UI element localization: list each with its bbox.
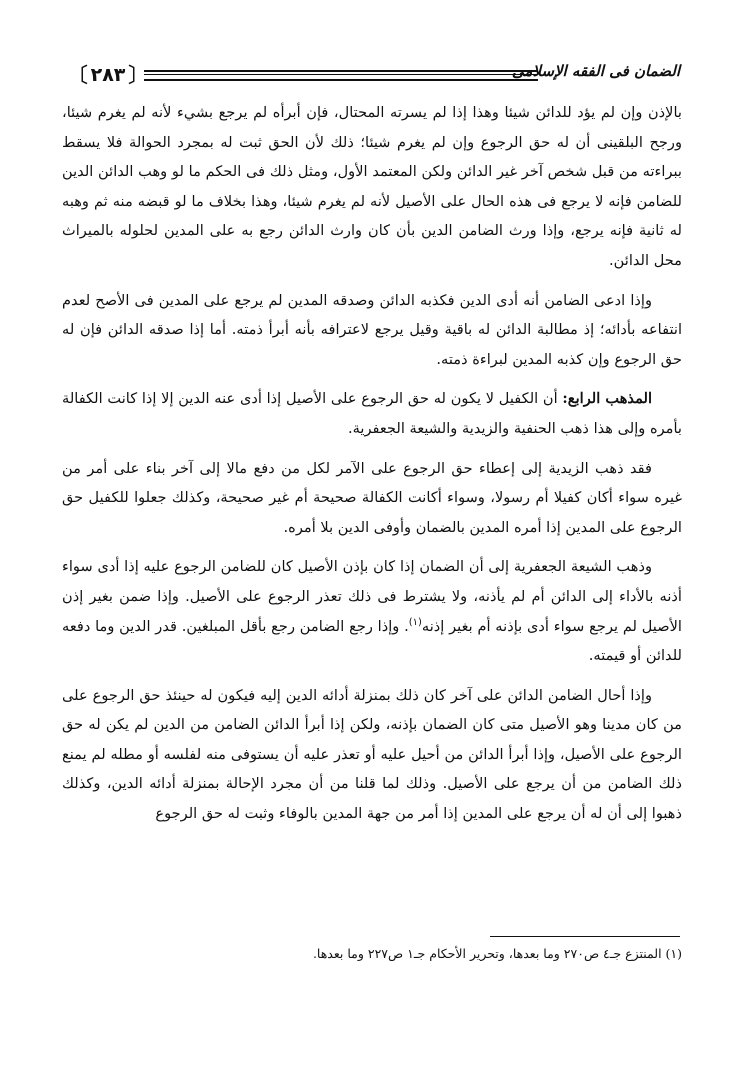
- page-number-box: [67, 63, 149, 87]
- page-number-bracket-left: 〔: [67, 63, 88, 87]
- header-rule: [144, 70, 538, 81]
- jafari-text-after: . وإذا رجع الضامن رجع بأقل المبلغين. قدر الدين وما دفعه للدائن أو قيمته.: [62, 617, 682, 665]
- page-number: ٢٨٣: [90, 64, 126, 86]
- paragraph-hawala: وإذا أحال الضامن الدائن على آخر كان ذلك بمنزلة أدائه الدين إليه فيكون له حينئذ حق الرجوع على من كان مدينا وهو الأصيل متى كان الضمان بإذنه، ولكن إذا أبرأ الدائن الضامن من الدين لم يكن له حق الرجوع على الأصيل، وإذا أبرأ الدائن من أحيل عليه أو تعذر عليه أن يستوفى منه لفلسه أو مطله لم يمنع ذلك الضامن من أن يرجع على الأصيل. وذلك لما قلنا من أن مجرد الإحالة بمنزلة أدائه الدين، وكذلك ذهبوا إلى أن له أن يرجع على المدين إذا أمر من جهة المدين بالوفاء وثبت له حق الرجوع: [62, 686, 682, 823]
- page-number-bracket-right: 〕: [128, 63, 149, 87]
- page-header: [60, 60, 680, 96]
- paragraph-madhhab: [62, 384, 682, 443]
- madhhab-label: المذهب الرابع:: [562, 390, 653, 408]
- madhhab-text: أن الكفيل لا يكون له حق الرجوع على الأصيل إذا أدى عنه الدين إلا إذا كانت الكفالة بأمره وإلى هذا ذهب الحنفية والزيدية والشيعة الجعفرية.: [62, 390, 682, 437]
- footnote-rule: [490, 936, 680, 937]
- body-text: [62, 98, 682, 839]
- paragraph-2: وإذا ادعى الضامن أنه أدى الدين فكذبه الدائن وصدقه المدين لم يرجع على المدين فى الأصح لعدم انتفاعه بأدائه؛ إذ مطالبة الدائن له باقية وقيل يرجع لاعترافه بأنه أبرأ ذمته. أما إذا صدقه الدائن فإن له حق الرجوع وإن كذبه المدين لبراءة ذمته.: [62, 291, 682, 368]
- footnote: (١) المنتزع جـ٤ ص٢٧٠ وما بعدها، وتحرير الأحكام جـ١ ص٢٢٧ وما بعدها.: [312, 946, 682, 961]
- jafari-text-before: وذهب الشيعة الجعفرية إلى أن الضمان إذا كان بإذن الأصيل كان للضامن الرجوع عليه إذا أدى سواء أذنه بالأداء إلى الدائن أم لم يأذنه، ولا يشترط فى ذلك تعذر الرجوع على الأصيل. وإذا ضمن بغير إذن الأصيل لم يرجع سواء أدى بإذنه أم بغير إذنه: [62, 558, 682, 635]
- footnote-reference[interactable]: (١): [408, 616, 422, 628]
- paragraph-zaydiyya: فقد ذهب الزيدية إلى إعطاء حق الرجوع على الآمر لكل من دفع مالا إلى آخر بناء على أمر من غيره سواء أكان كفيلا أم رسولا، وسواء أكانت الكفالة صحيحة أم غير صحيحة، وكذلك جعلوا للكفيل حق الرجوع على المدين إذا أمره المدين بالضمان وأوفى الدين بلا أمره.: [62, 459, 682, 536]
- paragraph-jafari: [62, 552, 682, 670]
- paragraph-1: بالإذن وإن لم يؤد للدائن شيئا وهذا إذا لم يسرته المحتال، فإن أبرأه لم يرجع بشيء لأنه لم يغرم شيئا، ورجح البلقينى أن له حق الرجوع وإن لم يغرم شيئا؛ ذلك لأن الحق ثبت له بمجرد الحوالة فلا يسقط ببراءته من قبل شخص آخر غير الدائن ولكن المعتمد الأول، ومثل ذلك فى الحكم ما لو وهب الدائن الدين للضامن فإنه لا يرجع فى هذه الحال على الأصيل لأنه لم يغرم شيئا، وهذا بخلاف ما لو قبضه منه ثم وهبه له ثانية فإنه يرجع، وإذا ورث الضامن الدين بأن كان وارث الدائن رجع به على المدين لحلوله بالميراث محل الدائن.: [62, 104, 682, 269]
- running-title: الضمان فى الفقه الإسلامى: [511, 62, 680, 80]
